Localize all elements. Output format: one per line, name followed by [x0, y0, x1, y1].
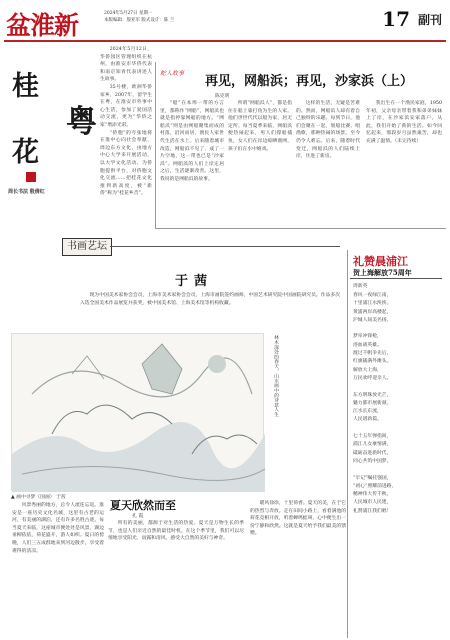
painting-caption: ▲ 画中寻梦（国画） 于茜	[11, 495, 66, 500]
bottom-article-col-right	[250, 500, 346, 638]
column-divider	[155, 62, 156, 228]
landscape-painting	[11, 333, 264, 491]
main-article-col-2	[228, 100, 292, 226]
section-tag: 蛇人故事	[160, 70, 185, 77]
poem-line	[353, 425, 445, 433]
painting-side-caption: 林木深处的春天，山水画中的诗意人生	[273, 335, 278, 417]
poem-line: 精神伟大传千秋，	[353, 492, 392, 498]
main-article-text: 这样的生活，无疑是苦难的。然而，网船浜人却有着自己独特的乐趣。每到节日，他们会聚在一起，划船比赛、唱渔歌，那种热闹的场景，至今仍令人难忘。后来，随着时代变迁，网船浜的人们陆续上岸，住进了新房。	[296, 101, 360, 160]
poem-line: 红旗插满外滩头。	[353, 359, 392, 365]
masthead	[4, 4, 446, 40]
poem-line: 浦江儿女豪情满，	[353, 442, 392, 448]
left-article-paragraph: 35号楼，欧洲华侨家乡，2007年，留学生在粤，在淮安市外事中心生活，参加了爱国活动交流，更为“华侨之家”增添光彩。	[100, 84, 152, 128]
poem-author: 周新英	[353, 284, 368, 289]
calligraphy-artwork	[8, 58, 100, 178]
poem-line: 沪城人间美名扬。	[353, 317, 392, 323]
calligraphy-char-2: 花	[12, 137, 39, 168]
poem-line: 春风一夜绿江南，	[353, 293, 392, 298]
calligraphy-char-1: 桂	[12, 71, 39, 102]
main-article-col-3	[296, 100, 360, 226]
bottom-article-col-left	[12, 502, 104, 638]
left-article	[100, 46, 152, 226]
issue-date: 2024年5月27日 星期一	[104, 11, 153, 16]
poem-line: 江水长东流，	[353, 409, 382, 415]
column-label: 书画艺坛	[62, 238, 112, 256]
poem-line: “初心”照耀前进路，	[353, 483, 397, 489]
poem-line	[353, 383, 445, 391]
calligraphy-char-3: 粤	[66, 104, 97, 140]
artist-intro	[80, 292, 340, 328]
label-divider	[110, 246, 340, 247]
poem-title-rule	[350, 278, 442, 279]
main-article-text: “船”在本埠一带的方言里，都称作“网船”，网船浜也就是指停靠网船的地方。“网船浜”则是由网船聚集而成的村落，沿河而居，渔民人家世代生活在水上。后来随着城市改造，网船浜不见了，成了一片空地，这一带也已是“沙家浜”。网船浜的人们上岸定居之后，生活逐渐改善。这里，我说的是网船浜的故事。	[160, 101, 224, 182]
page-number: 17	[382, 7, 410, 31]
poem-line: 人民城市人民建，	[353, 500, 392, 506]
poem-line: 浴血战英雄。	[353, 342, 382, 348]
bottom-article-col-mid	[108, 520, 244, 638]
red-seal-stamp	[26, 172, 36, 182]
bottom-article-text: 暖风徐徐，十里荷香。夏天的美，在于它的热烈与奔放。走在田间小路上，看着满池的荷花竞相开放，听着蝉鸣蛙叫，心中便生出一份宁静和欣然。这就是夏天给予我们最美的馈赠。	[250, 501, 346, 537]
poem-title: 礼赞晨浦江	[353, 255, 408, 268]
main-article-author: 陈克明	[215, 94, 230, 99]
poem-line: “牢记”嘱托强国，	[353, 475, 392, 481]
masthead-rule	[4, 40, 446, 42]
main-article-col-1	[160, 100, 224, 226]
poem-line: 黄浦两岸高楼起，	[353, 309, 392, 315]
bottom-article-text: 风景秀丽的地方，总令人流连忘返。淮安是一座历史文化名城，这里有古老的运河，有美丽的湖泊，还有许多名胜古迹。每当夏天来临，这座城市便处处是风景，湖边垂柳依依，荷花盛开，游人如织。夏日的傍晚，人们三五成群地来到河边散步，享受着难得的清凉。	[12, 503, 104, 554]
poem-line: 梦牵冲锋枪，	[353, 334, 382, 340]
poem-line: 解放大上海，	[353, 367, 382, 373]
sidebar-divider	[347, 250, 348, 638]
poem-line: 砥砺奋进新时代，	[353, 450, 392, 456]
bottom-article-title: 夏天欣然而至	[110, 499, 176, 512]
bottom-article-author: 孔 霞	[132, 514, 144, 519]
poem-line: 同心共筑中国梦。	[353, 458, 392, 464]
section-divider	[155, 228, 446, 229]
poem-line	[353, 466, 445, 474]
main-article-text: 所谓“网船浜人”，都是指住在船上靠打鱼为生的人家。他们世世代代以船为家，居无定所。每当夏季来临，网船浜便热闹起来，男人们撑船捕鱼，女人们在岸边晾晒渔网，孩子们在水中嬉戏。	[228, 101, 292, 152]
main-article-title: 再见，网船浜；再见，沙家浜（上）	[205, 74, 414, 89]
artist-intro-text: 现为中国美术家协会会员，上海市美术家协会会员，上海市画院签约画师，中国艺术研究院中国画院研究员。作品多次入选全国美术作品展览并获奖，被中国美术馆、上海美术馆等机构收藏。	[80, 293, 340, 306]
poem-line: 万民欢呼迎亲人。	[353, 375, 392, 381]
poem-line: 渡过千帆争先后，	[353, 351, 392, 357]
artist-byline: 于茜	[175, 274, 214, 289]
poem-subtitle: 贺上海解放75周年	[353, 268, 412, 277]
main-article-text: 我出生在一个渔民家庭，1950年初，父亲母亲带着我和弟弟妹妹上了岸，在沙家浜安家落户。从此，我们开始了新的生活。如今回忆起来，那段岁月虽然艰苦，却也充满了温情。（未完待续）	[366, 101, 442, 144]
poem-line: 魅力都市展新颜。	[353, 400, 392, 406]
calligraphy-credit: 周长书法 殷倩红	[8, 189, 45, 195]
left-article-paragraph: “侨胞”的夸张地将在淮中心向社会奉献、周边东方文化，由地方中心大学来开展活动，以大学文化活动、为侨胞提供平台，对侨胞文化交流……把桂花文化推到新高度，被“新侨”称为“桂花乡音”。	[100, 130, 152, 197]
masthead-info	[104, 10, 174, 24]
painting-illustration	[12, 334, 265, 492]
poem-line	[353, 325, 445, 333]
newspaper-logo: 盆淮新	[6, 11, 79, 40]
poem-line: 东方明珠放光芒，	[353, 392, 392, 398]
main-article-col-4	[366, 100, 442, 226]
left-article-paragraph: 2024年5月12日，华侨园区管理组织在杭州，由淮安市华侨代表和南京知青代表讲述人生故事。	[100, 47, 152, 83]
poem-body	[353, 292, 445, 516]
editor-credit: 本版编辑：殷亚军 版式设计：陈 兰	[104, 18, 175, 23]
poem-line: 礼赞浦江我们唱！	[353, 508, 392, 514]
poem-line: 十里浦江水泱泱。	[353, 301, 392, 307]
poem-line: 七十五年弹指间，	[353, 434, 392, 440]
bottom-article-text: 所有的美丽，都源于对生活的热爱。夏天是万物生长的季节，也是人们亲近自然的最佳时机。在这个季节里，我们可以尽情地享受阳光、雨露和清风，感受大自然的美好与神奇。	[108, 521, 244, 542]
poem-line: 人民谱新篇。	[353, 417, 382, 423]
section-name: 副刊	[417, 13, 442, 27]
